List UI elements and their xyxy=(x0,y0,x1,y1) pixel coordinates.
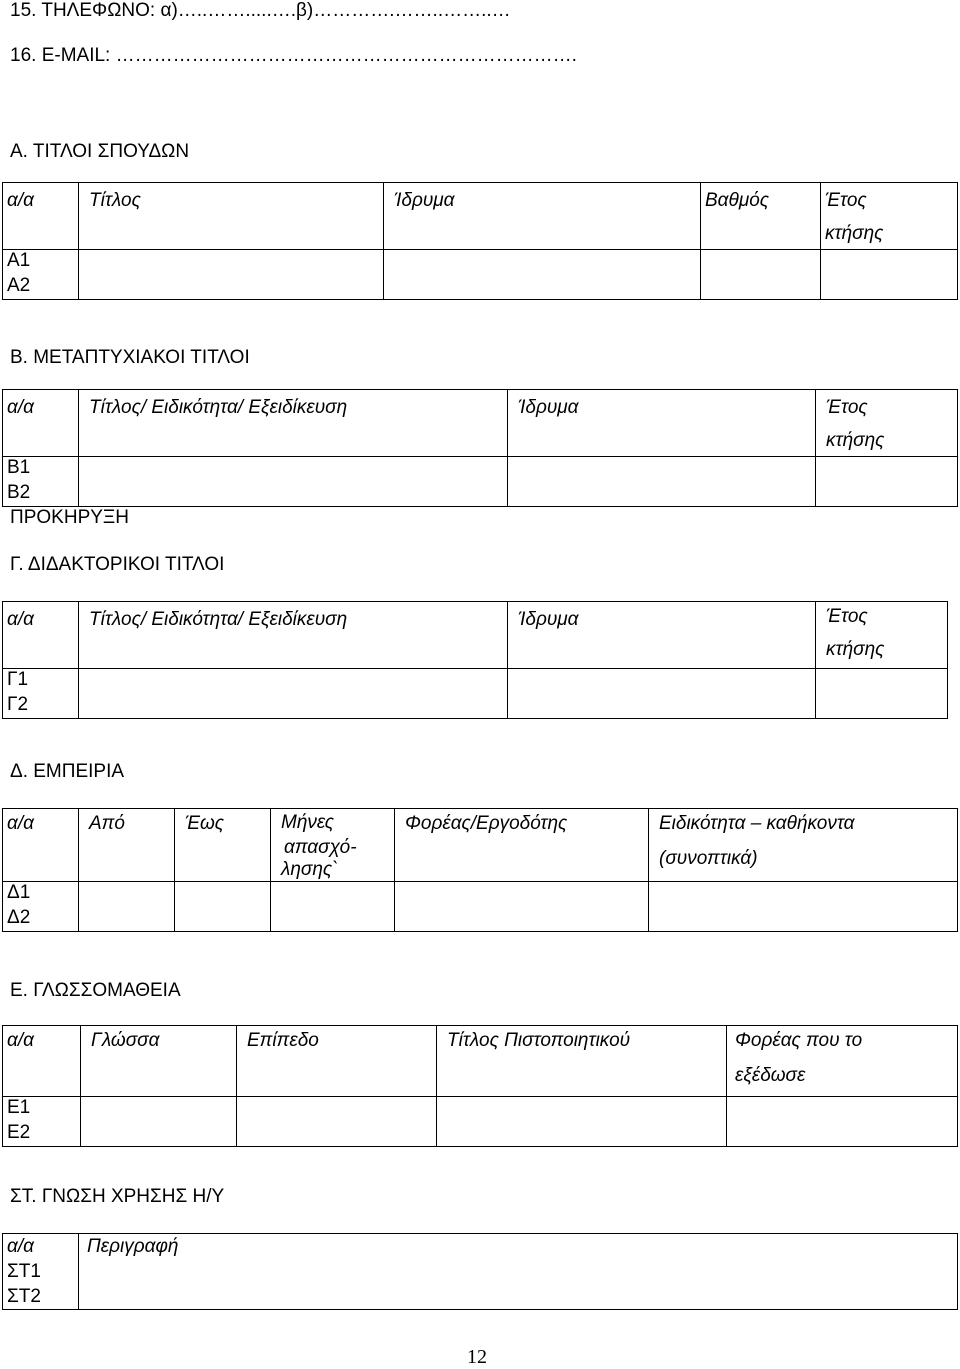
table-cell[interactable] xyxy=(81,1097,237,1122)
table-cell[interactable] xyxy=(649,882,958,907)
col-header: Έως xyxy=(175,809,271,882)
table-cell[interactable] xyxy=(79,669,508,694)
table-row xyxy=(3,250,958,275)
col-header: Επίπεδο xyxy=(237,1026,437,1097)
row-label: Ε1 xyxy=(3,1097,81,1122)
row-label: Δ2 xyxy=(3,907,79,932)
header-line: Έτος xyxy=(826,397,868,418)
row-label: Ε2 xyxy=(3,1122,81,1147)
header-line: Έτος xyxy=(826,606,868,627)
page-number: 12 xyxy=(467,1346,487,1368)
table-header-row xyxy=(3,602,948,669)
header-line: Έτος xyxy=(825,190,867,211)
row-label: ΣΤ1 xyxy=(3,1259,79,1284)
col-header: Περιγραφή xyxy=(79,1234,958,1260)
header-line: Ειδικότητα – καθήκοντα xyxy=(659,813,855,834)
section-e-table xyxy=(2,1025,958,1147)
table-cell[interactable] xyxy=(271,907,395,932)
table-cell[interactable] xyxy=(395,907,649,932)
col-header: Γλώσσα xyxy=(81,1026,237,1097)
table-cell[interactable] xyxy=(508,694,816,719)
table-cell[interactable] xyxy=(816,482,958,507)
table-header-row xyxy=(3,1234,958,1260)
table-cell[interactable] xyxy=(727,1122,958,1147)
col-header xyxy=(649,809,958,882)
table-row xyxy=(3,907,958,932)
col-header: Ίδρυμα xyxy=(508,602,816,669)
header-line: κτήσης xyxy=(826,430,885,451)
col-header: α/α xyxy=(3,602,79,669)
table-cell[interactable] xyxy=(816,669,948,694)
table-row xyxy=(3,882,958,907)
header-line: λησης` xyxy=(281,859,339,880)
table-cell[interactable] xyxy=(271,882,395,907)
table-cell[interactable] xyxy=(395,882,649,907)
table-cell[interactable] xyxy=(175,882,271,907)
col-header: Ίδρυμα xyxy=(384,183,701,250)
table-cell[interactable] xyxy=(437,1122,727,1147)
table-cell[interactable] xyxy=(79,275,384,300)
table-header-row xyxy=(3,1026,958,1097)
col-header xyxy=(816,390,958,457)
table-cell[interactable] xyxy=(79,482,508,507)
table-row xyxy=(3,694,948,719)
row-label: Α1 xyxy=(3,250,79,275)
table-cell[interactable] xyxy=(79,694,508,719)
section-b-note: ΠΡΟΚΗΡΥΞΗ xyxy=(10,507,129,528)
section-a-title: Α. ΤΙΤΛΟΙ ΣΠΟΥΔΩΝ xyxy=(10,141,190,162)
phone-line: 15. ΤΗΛΕΦΩΝΟ: α)…..…….....….β)………….……..……..… xyxy=(10,0,511,21)
table-cell[interactable] xyxy=(79,907,175,932)
col-header: Τίτλος/ Ειδικότητα/ Εξειδίκευση xyxy=(79,390,508,457)
table-cell[interactable] xyxy=(79,882,175,907)
section-a-table xyxy=(2,182,958,300)
table-cell[interactable] xyxy=(649,907,958,932)
section-c-title: Γ. ΔΙΔΑΚΤΟΡΙΚΟΙ ΤΙΤΛΟΙ xyxy=(10,554,225,575)
table-row xyxy=(3,457,958,482)
table-row xyxy=(3,1259,958,1284)
table-cell[interactable] xyxy=(384,275,701,300)
row-label: Γ2 xyxy=(3,694,79,719)
table-cell[interactable] xyxy=(727,1097,958,1122)
table-cell[interactable] xyxy=(79,1284,958,1310)
table-cell[interactable] xyxy=(237,1097,437,1122)
col-header: Από xyxy=(79,809,175,882)
col-header: α/α xyxy=(3,183,79,250)
col-header xyxy=(816,602,948,669)
table-cell[interactable] xyxy=(508,457,816,482)
table-header-row xyxy=(3,183,958,250)
header-line: κτήσης xyxy=(825,223,884,244)
table-row xyxy=(3,275,958,300)
col-header xyxy=(271,809,395,882)
table-row xyxy=(3,1097,958,1122)
section-b-table xyxy=(2,389,958,507)
row-label: Δ1 xyxy=(3,882,79,907)
table-header-row xyxy=(3,809,958,882)
header-line: Φορέας που το xyxy=(735,1030,863,1051)
header-line: Μήνες xyxy=(281,812,334,833)
col-header: α/α xyxy=(3,390,79,457)
row-label: Γ1 xyxy=(3,669,79,694)
col-header: Βαθμός xyxy=(701,183,821,250)
table-cell[interactable] xyxy=(237,1122,437,1147)
table-cell[interactable] xyxy=(821,275,958,300)
row-label: Β1 xyxy=(3,457,79,482)
header-line: κτήσης xyxy=(826,639,885,660)
col-header: Τίτλος/ Ειδικότητα/ Εξειδίκευση xyxy=(79,602,508,669)
table-cell[interactable] xyxy=(79,1259,958,1284)
section-b-title: Β. ΜΕΤΑΠΤΥΧΙΑΚΟΙ ΤΙΤΛΟΙ xyxy=(10,347,250,368)
table-cell[interactable] xyxy=(437,1097,727,1122)
table-cell[interactable] xyxy=(81,1122,237,1147)
col-header: Ίδρυμα xyxy=(508,390,816,457)
table-cell[interactable] xyxy=(508,482,816,507)
email-line: 16. E-MAIL: ………………………………………………………………. xyxy=(10,45,577,66)
section-c-table xyxy=(2,601,948,719)
table-header-row xyxy=(3,390,958,457)
table-row xyxy=(3,482,958,507)
table-cell[interactable] xyxy=(508,669,816,694)
section-e-title: Ε. ΓΛΩΣΣΟΜΑΘΕΙΑ xyxy=(10,980,181,1001)
row-label: Β2 xyxy=(3,482,79,507)
col-header: Φορέας/Εργοδότης xyxy=(395,809,649,882)
col-header xyxy=(727,1026,958,1097)
table-row xyxy=(3,669,948,694)
table-row xyxy=(3,1122,958,1147)
table-cell[interactable] xyxy=(821,250,958,275)
header-line: απασχό- xyxy=(284,837,357,858)
col-header: Τίτλος xyxy=(79,183,384,250)
table-cell[interactable] xyxy=(384,250,701,275)
col-header: α/α xyxy=(3,1026,81,1097)
col-header: α/α xyxy=(3,1234,79,1260)
table-cell[interactable] xyxy=(79,250,384,275)
table-cell[interactable] xyxy=(701,275,821,300)
table-cell[interactable] xyxy=(175,907,271,932)
table-cell[interactable] xyxy=(701,250,821,275)
section-st-title: ΣΤ. ΓΝΩΣΗ ΧΡΗΣΗΣ Η/Υ xyxy=(10,1186,225,1207)
section-st-table xyxy=(2,1233,958,1310)
row-label: Α2 xyxy=(3,275,79,300)
col-header xyxy=(821,183,958,250)
table-cell[interactable] xyxy=(816,694,948,719)
col-header: α/α xyxy=(3,809,79,882)
table-cell[interactable] xyxy=(816,457,958,482)
col-header: Τίτλος Πιστοποιητικού xyxy=(437,1026,727,1097)
header-line: εξέδωσε xyxy=(735,1065,806,1086)
table-row xyxy=(3,1284,958,1310)
row-label: ΣΤ2 xyxy=(3,1284,79,1310)
table-cell[interactable] xyxy=(79,457,508,482)
section-d-table xyxy=(2,808,958,932)
section-d-title: Δ. ΕΜΠΕΙΡΙΑ xyxy=(10,761,125,782)
header-line: (συνοπτικά) xyxy=(659,848,758,869)
